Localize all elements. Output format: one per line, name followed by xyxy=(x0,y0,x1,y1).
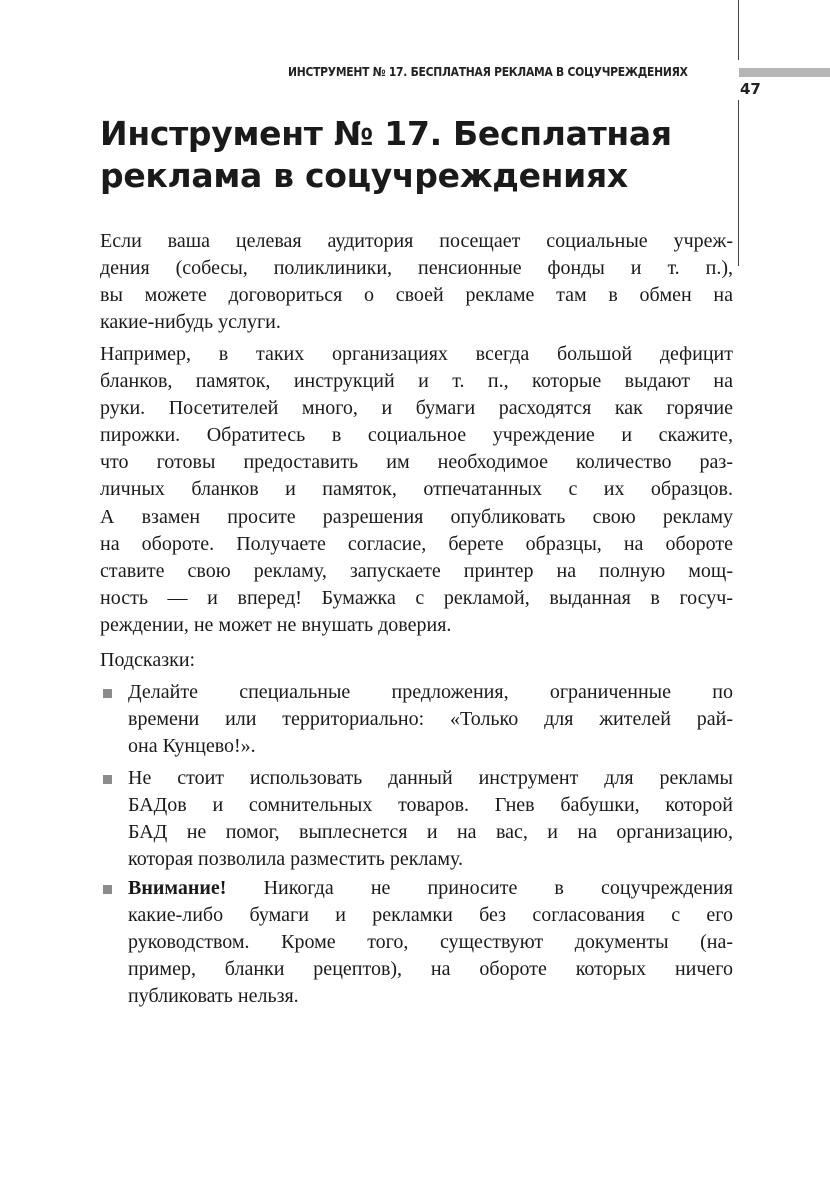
title-line: Инструмент № 17. Бесплатная xyxy=(100,114,672,153)
page-number: 47 xyxy=(740,80,761,98)
text-line: пример, бланки рецептов), на обороте которых ничего xyxy=(128,958,733,981)
square-bullet-icon xyxy=(103,689,112,698)
running-header: ИНСТРУМЕНТ № 17. БЕСПЛАТНАЯ РЕКЛАМА В СОЦУЧРЕЖДЕНИЯХ xyxy=(288,64,688,79)
text-line: ставите свою рекламу, запускаете принтер на полную мощ- xyxy=(100,559,733,582)
margin-rule-top xyxy=(738,0,739,60)
text-line: Делайте специальные предложения, ограниченные по xyxy=(128,681,733,703)
text-line: ность — и вперед! Бумажка с рекламой, выданная в госуч- xyxy=(100,586,733,609)
text-line: БАДов и сомнительных товаров. Гнев бабушки, которой xyxy=(128,794,733,817)
text-line: что готовы предоставить им необходимое количество раз- xyxy=(100,451,733,474)
text-line: она Кунцево!». xyxy=(128,735,256,758)
text-line: руководством. Кроме того, существуют документы (на- xyxy=(128,931,733,954)
square-bullet-icon xyxy=(103,775,112,784)
text-line: публиковать нельзя. xyxy=(128,985,299,1008)
chapter-title xyxy=(100,113,672,197)
text-line: времени или территориально: «Только для жителей рай- xyxy=(128,708,733,731)
paragraph-1 xyxy=(100,228,733,336)
header-tab-bar xyxy=(739,68,830,77)
paragraph-2 xyxy=(100,341,733,639)
text-line: реждении, не может не внушать доверия. xyxy=(100,613,452,636)
margin-rule-bottom xyxy=(738,100,739,266)
text-line: руки. Посетителей много, и бумаги расходятся как горячие xyxy=(100,397,733,420)
bullet-item xyxy=(100,875,733,1010)
title-line: реклама в соцучреждениях xyxy=(100,156,628,195)
text-line: которая позволила разместить рекламу. xyxy=(128,848,463,871)
bullet-item xyxy=(100,765,733,873)
text-line xyxy=(128,875,733,902)
text-line: на обороте. Получаете согласие, берете образцы, на обороте xyxy=(100,532,733,555)
warning-lead: Внимание! xyxy=(128,877,227,899)
text-line: БАД не помог, выплеснется и на вас, и на организацию, xyxy=(128,821,733,844)
text-line: Например, в таких организациях всегда большой дефицит xyxy=(100,343,733,365)
text-line: А взамен просите разрешения опубликовать свою рекламу xyxy=(100,505,733,528)
text-line: Не стоит использовать данный инструмент для рекламы xyxy=(128,767,733,789)
square-bullet-icon xyxy=(103,885,112,894)
bullet-item xyxy=(100,679,733,760)
text-line: Если ваша целевая аудитория посещает социальные учреж- xyxy=(100,230,733,252)
text-line: дения (собесы, поликлиники, пенсионные фонды и т. п.), xyxy=(100,257,733,280)
text-line: бланков, памяток, инструкций и т. п., которые выдают на xyxy=(100,370,733,393)
text-line: личных бланков и памяток, отпечатанных с их образцов. xyxy=(100,478,733,501)
text-line: вы можете договориться о своей рекламе там в обмен на xyxy=(100,284,733,307)
text-line: какие-либо бумаги и рекламки без согласования с его xyxy=(128,904,733,927)
text-span: Никогда не приносите в соцучреждения xyxy=(226,877,733,899)
text-line: пирожки. Обратитесь в социальное учреждение и скажите, xyxy=(100,424,733,447)
text-line: какие-нибудь услуги. xyxy=(100,311,281,334)
hints-label: Подсказки: xyxy=(100,649,196,671)
